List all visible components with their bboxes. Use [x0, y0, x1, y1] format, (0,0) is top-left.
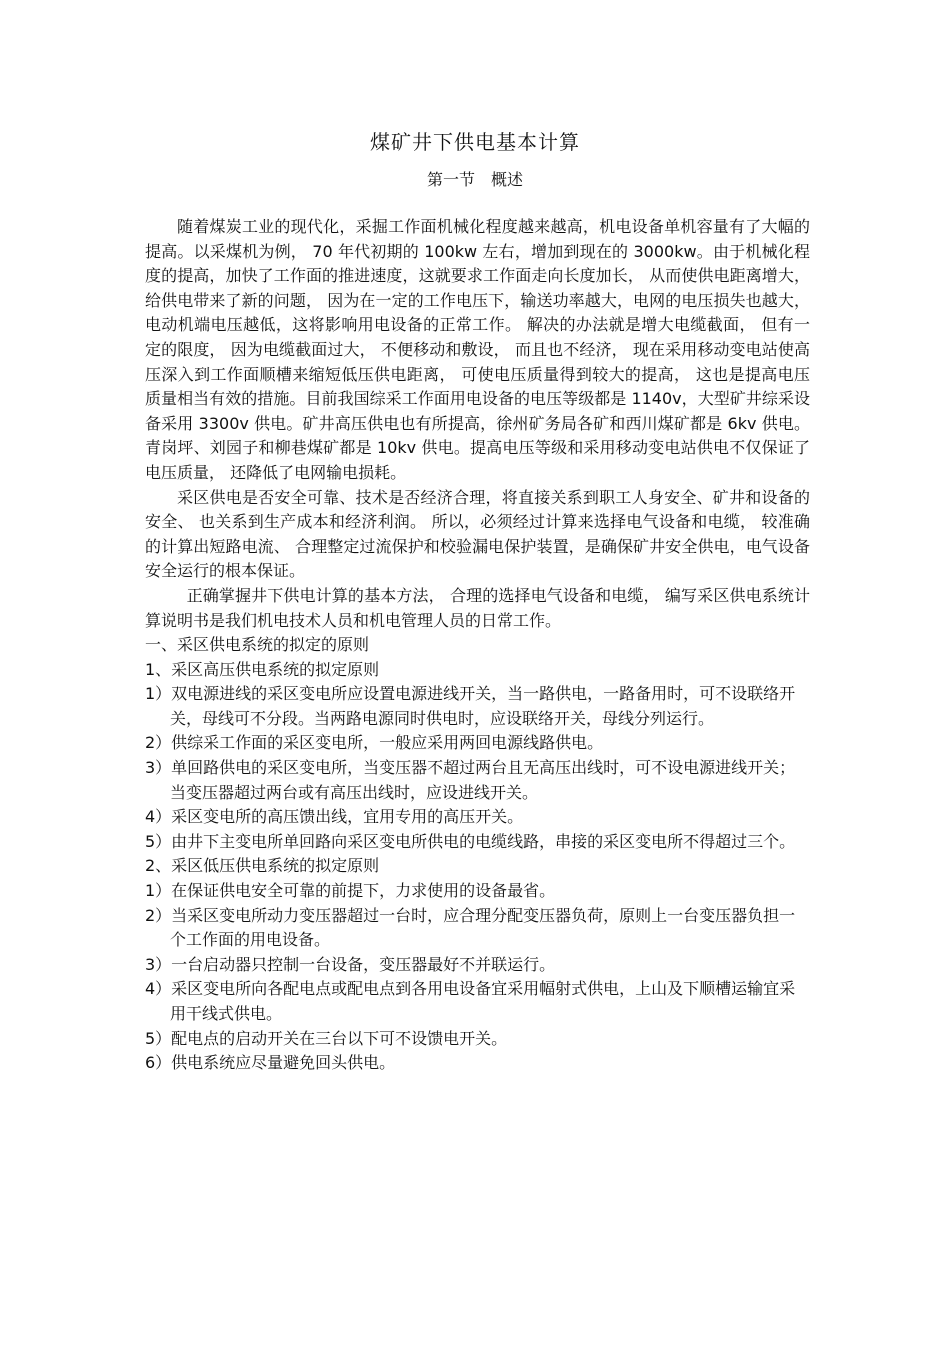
section-heading: 一、采区供电系统的拟定的原则	[145, 635, 370, 655]
section-subtitle: 第一节 概述	[426, 170, 523, 189]
paragraph-intro: 随着煤炭工业的现代化，采掘工作面机械化程度越来越高，机电设备单机容量有了大幅的提高。以采煤机为例， 70 年代初期的 100kw 左右，增加到现在的 3000kw。由于机械化程度的提高，加快了工作面的推进速度，这就要求工作面走向长度加长， 从而使供电距离增大， 给供电带来了新的问题， 因为在一定的工作电压下，输送功率越大，电网的电压损失也越大，电动机端电压越低，这将影响用电设备的正常工作。 解决的办法就是增大电缆截面， 但有一定的限度， 因为电缆截面过大， 不便移动和敷设， 而且也不经济， 现在采用移动变电站使高压深入到工作面顺槽来缩短低压供电距离， 可使电压质量得到较大的提高， 这也是提高电压质量相当有效的措施。目前我国综采工作面用电设备的电压等级都是 1140v，大型矿井综采设备采用 3300v 供电。矿井高压供电也有所提高，徐州矿务局各矿和西川煤矿都是 6kv 供电。青岗坪、刘园子和柳巷煤矿都是 10kv 供电。提高电压等级和采用移动变电站供电不仅保证了电压质量， 还降低了电网输电损耗。	[145, 217, 810, 482]
list-item: 1）双电源进线的采区变电所应设置电源进线开关，当一路供电，一路备用时，可不设联络开关，母线可不分段。当两路电源同时供电时，应设联络开关，母线分列运行。	[145, 684, 796, 728]
list-item: 1）在保证供电安全可靠的前提下，力求使用的设备最省。	[145, 881, 556, 901]
list-item: 5）由井下主变电所单回路向采区变电所供电的电缆线路，串接的采区变电所不得超过三个。	[145, 831, 796, 851]
paragraph-safety: 采区供电是否安全可靠、技术是否经济合理，将直接关系到职工人身安全、矿井和设备的安全、 也关系到生产成本和经济利润。 所以，必须经过计算来选择电气设备和电缆， 较准确的计算出短路电流、 合理整定过流保护和校验漏电保护装置，是确保矿井安全供电，电气设备安全运行的根本保证。	[145, 487, 810, 581]
list-item: 4）采区变电所的高压馈出线，宜用专用的高压开关。	[145, 807, 524, 827]
list-item: 5）配电点的启动开关在三台以下可不设馈电开关。	[145, 1028, 508, 1048]
list-item: 4）采区变电所向各配电点或配电点到各用电设备宜采用幅射式供电，上山及下顺槽运输宜采用干线式供电。	[145, 979, 796, 1023]
subsection-heading-low-voltage: 2、采区低压供电系统的拟定原则	[145, 856, 380, 876]
list-item: 2）当采区变电所动力变压器超过一台时，应合理分配变压器负荷，原则上一台变压器负担一个工作面的用电设备。	[145, 905, 796, 950]
paragraph-methods: 正确掌握井下供电计算的基本方法， 合理的选择电气设备和电缆， 编写采区供电系统计算说明书是我们机电技术人员和机电管理人员的日常工作。	[145, 585, 810, 630]
document-title: 煤矿井下供电基本计算	[370, 130, 580, 154]
list-item: 2）供综采工作面的采区变电所，一般应采用两回电源线路供电。	[145, 733, 604, 753]
list-item: 3）单回路供电的采区变电所，当变压器不超过两台且无高压出线时，可不设电源进线开关；当变压器超过两台或有高压出线时，应设进线开关。	[145, 758, 796, 802]
list-item: 6）供电系统应尽量避免回头供电。	[145, 1053, 396, 1073]
list-item: 3）一台启动器只控制一台设备，变压器最好不并联运行。	[145, 954, 556, 974]
subsection-heading-high-voltage: 1、采区高压供电系统的拟定原则	[145, 659, 380, 679]
document-body	[145, 215, 810, 1076]
